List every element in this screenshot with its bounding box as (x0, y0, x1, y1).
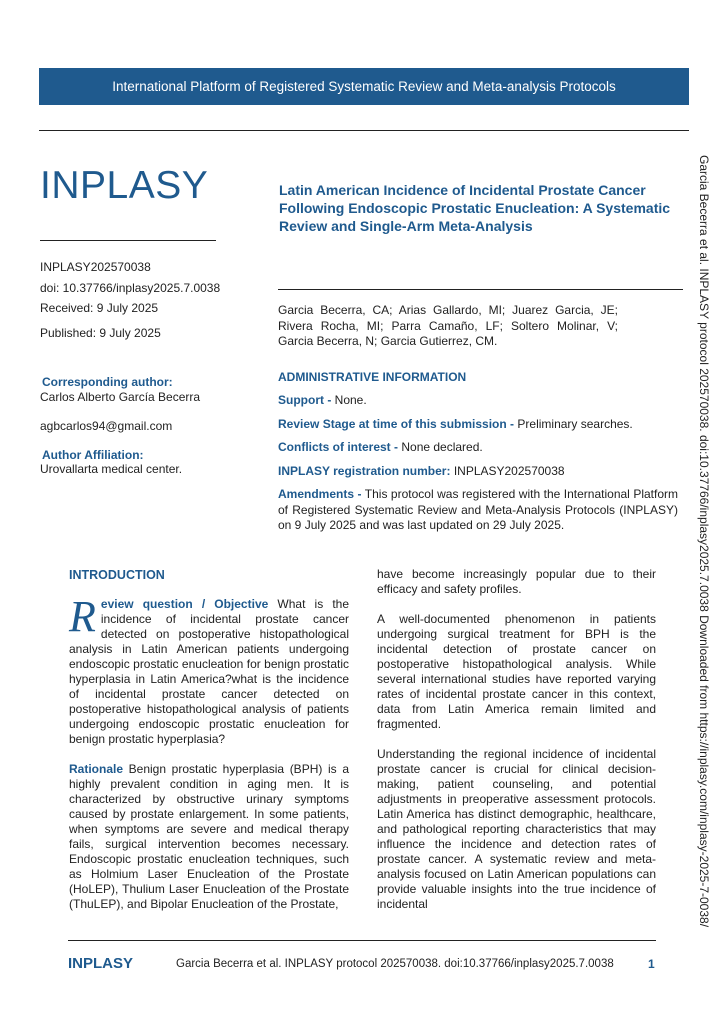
title-divider (278, 289, 683, 290)
published-date: Published: 9 July 2025 (40, 326, 161, 340)
journal-banner (39, 68, 689, 105)
header-divider (39, 130, 689, 131)
support-value: None. (331, 393, 367, 407)
review-question-text: What is the incidence of incidental prostate cancer detected on postoperative histopathological analysis in Latin American patients undergoing endoscopic prostatic enucleation for benign prostatic hyperplasia in Latin America?what is the incidence of incidental prostate cancer detected on postoperative histopathological analysis of patients undergoing endoscopic prostatic enucleation for benign prostatic hyperplasia? (69, 597, 350, 746)
conflicts-value: None declared. (398, 440, 483, 454)
article-title: Latin American Incidence of Incidental Prostate Cancer Following Endoscopic Prostatic Enucleation: A Systematic Review and Single-Arm Meta-Analysis (279, 182, 671, 234)
author-list: Garcia Becerra, CA; Arias Gallardo, MI; Juarez Garcia, JE; Rivera Rocha, MI; Parra Camaño, LF; Soltero Molinar, V; Garcia Becerra, N; Garcia Gutierrez, CM. (278, 303, 618, 348)
review-stage-key: Review Stage at time of this submission - (278, 417, 515, 431)
side-download-label: Garcia Becerra et al. INPLASY protocol 202570038. doi:10.37766/inplasy2025.7.0038 Downloaded from https://inplasy.com/inplasy-2025-7-0038/ (697, 155, 711, 928)
received-date: Received: 9 July 2025 (40, 301, 159, 315)
banner-text: International Platform of Registered Systematic Review and Meta-analysis Protocols (112, 79, 616, 94)
amendments-value: This protocol was registered with the International Platform of Registered Systematic Review and Meta-Analysis Protocols (INPLASY) on 9 July 2025 and was last updated on 29 July 2025. (278, 487, 678, 532)
registration-number-line (278, 464, 565, 478)
footer-divider (68, 940, 656, 941)
registration-id: INPLASY202570038 (40, 260, 151, 274)
rationale-key: Rationale (69, 762, 124, 776)
conflicts-key: Conflicts of interest - (278, 440, 399, 454)
inplasy-logo: INPLASY (40, 164, 209, 207)
intro-right-column (377, 567, 656, 927)
right-paragraph-1: have become increasingly popular due to their efficacy and safety profiles. (377, 567, 656, 596)
footer-inplasy-logo: INPLASY (68, 955, 134, 972)
review-stage-value: Preliminary searches. (514, 417, 633, 431)
registration-number-key: INPLASY registration number: (278, 464, 451, 478)
corresponding-author-label: Corresponding author: (42, 375, 173, 389)
logo-underline (40, 240, 216, 241)
footer-citation: Garcia Becerra et al. INPLASY protocol 202570038. doi:10.37766/inplasy2025.7.0038 (176, 958, 614, 970)
rationale-text: Benign prostatic hyperplasia (BPH) is a highly prevalent condition in aging men. It is characterized by obstructive urinary symptoms caused by prostate enlargement. In some patients, when symptoms are severe and medical therapy fails, surgical intervention becomes necessary. Endoscopic prostatic enucleation techniques, such as Holmium Laser Enucleation of the Prostate (HoLEP), Thulium Laser Enucleation of the Prostate (ThuLEP), and Bipolar Enucleation of the Prostate, (69, 762, 349, 911)
page-number: 1 (648, 957, 655, 971)
review-stage-line (278, 417, 633, 431)
admin-heading-text: ADMINISTRATIVE INFORMATION (278, 370, 467, 384)
support-line (278, 393, 367, 407)
rationale-paragraph (69, 762, 349, 912)
intro-heading: INTRODUCTION (69, 568, 165, 582)
admin-heading (278, 370, 466, 384)
review-question-paragraph (69, 592, 350, 747)
amendments-paragraph (278, 487, 678, 534)
author-email[interactable]: agbcarlos94@gmail.com (40, 419, 173, 433)
right-paragraph-2: A well-documented phenomenon in patients undergoing surgical treatment for BPH is the incidental detection of prostate cancer on postoperative histopathological analysis. While several international studies have reported varying rates of incidental prostate cancer in this context, data from Latin America remain limited and fragmented. (377, 612, 656, 731)
support-key: Support - (278, 393, 332, 407)
right-paragraph-3: Understanding the regional incidence of incidental prostate cancer is crucial for clinical decision-making, patient counseling, and potential adjustments in preoperative assessment protocols. Latin America has distinct demographic, healthcare, and pathological reporting characteristics that may influence the incidence and detection rates of prostate cancer. A systematic review and meta-analysis focused on Latin American populations can provide valuable insights into the true incidence of incidental (377, 747, 656, 911)
author-affiliation-value: Urovallarta medical center. (40, 462, 183, 476)
author-affiliation-label: Author Affiliation: (42, 448, 144, 462)
doi-text: doi: 10.37766/inplasy2025.7.0038 (40, 281, 221, 295)
review-question-key: eview question / Objective (100, 597, 269, 611)
intro-left-column (69, 568, 349, 927)
registration-number-value: INPLASY202570038 (450, 464, 565, 478)
conflicts-line (278, 440, 483, 454)
amendments-key: Amendments - (278, 487, 362, 501)
corresponding-author-name: Carlos Alberto García Becerra (40, 390, 201, 404)
side-download-text (697, 155, 711, 928)
drop-cap-letter: R (69, 592, 96, 641)
